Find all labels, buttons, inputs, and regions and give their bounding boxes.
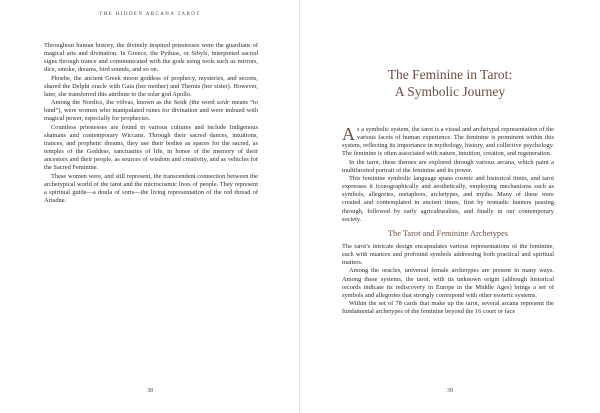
page-number: 38: [147, 388, 153, 394]
left-body-text: [44, 42, 258, 205]
opening-paragraph: [342, 126, 554, 159]
paragraph-text: Among the Nordics, the völvas, known as the Seidr (the word: [51, 99, 217, 107]
chapter-title: [300, 66, 600, 100]
paragraph: Throughout human history, the divinely inspired priestesses were the guardians of magical arts and divination. In Greece, the Pythias, or Sibyls, interpreted sacred signs through trance and communicated with the gods using tools such as mirrors, dice, smoke, dreams, bird sounds, and so on.: [44, 42, 258, 74]
paragraph: The tarot’s intricate design encapsulates various representations of the feminine, each with nuances and profound symbols addressing both practical and spiritual matters.: [342, 242, 554, 267]
running-head: THE HIDDEN ARCANA TAROT: [99, 12, 201, 17]
chapter-title-line: The Feminine in Tarot:: [387, 67, 513, 82]
paragraph: Within the set of 78 cards that make up the tarot, several arcana represent the fundamental archetypes of the feminine beyond the 16 court or face: [342, 299, 554, 316]
right-body-text: [342, 126, 554, 316]
paragraph: Countless priestesses are found in various cultures and include Indigenous shamans and contemporary Wiccans. Through their sacred dances, intuitions, trances, and prophetic dreams, they use their bodies as spaces for the sacred, as temples of the Goddess, sanctuaries of life, in honor of the memory of their ancestors and their people, as sources of wisdom and creativity, and as vehicles for the Sacred Feminine.: [44, 123, 258, 172]
right-page: [300, 0, 600, 413]
paragraph-nordics: [44, 99, 258, 123]
section-subheading: The Tarot and Feminine Archetypes: [387, 228, 509, 238]
paragraph: This feminine symbolic language spans cosmic and historical times, and tarot expresses it iconographically and aesthetically, employing mechanisms such as symbols, allegories, metaphors, archetypes, and myths. Many of these were created and contemplated in ancient times, first by nomadic hunters passing through, followed by early agriculturalists, and finally in our contemporary society.: [342, 174, 554, 223]
italic-term: seidr: [216, 99, 230, 107]
paragraph-text: s a symbolic system, the tarot is a visual and archetypal representation of the various facets of human experience. The feminine is prominent within this system, reflecting its importance in mythology, history, and collective psychology. The feminine is often associated with nature, intuition, creation, and regeneration.: [342, 126, 554, 158]
chapter-title-line: A Symbolic Journey: [394, 84, 506, 99]
paragraph: Among the oracles, universal female archetypes are present in many ways. Among these systems, the tarot, with its unknown origin (although historical records indicate its rediscovery in Europe in the Middle Ages) brings a set of symbols and allegories that strongly correspond with other esoteric systems.: [342, 267, 554, 299]
paragraph-text: means “to bind”), were women who manipulated runes for divination and were imbued with magical power, especially for prophecies.: [44, 99, 258, 123]
paragraph: These women were, and still represent, the transcendent connection between the archetypical world of the tarot and the microcosmic lives of people. They represent a spiritual guide—a doula of sorts—the living representation of the red thread of Ariadne.: [44, 172, 258, 204]
drop-cap: A: [342, 124, 355, 144]
paragraph: In the tarot, these themes are explored through various arcana, which paint a multifaceted portrait of the feminine and its power.: [342, 158, 554, 174]
page-number: 39: [447, 388, 453, 394]
paragraph: Phoebe, the ancient Greek moon goddess of prophecy, mysteries, and secrets, shared the Delphi oracle with Gaia (her mother) and Themis (her sister). However, later, she transferred this attribute to the solar god Apollo.: [44, 74, 258, 98]
